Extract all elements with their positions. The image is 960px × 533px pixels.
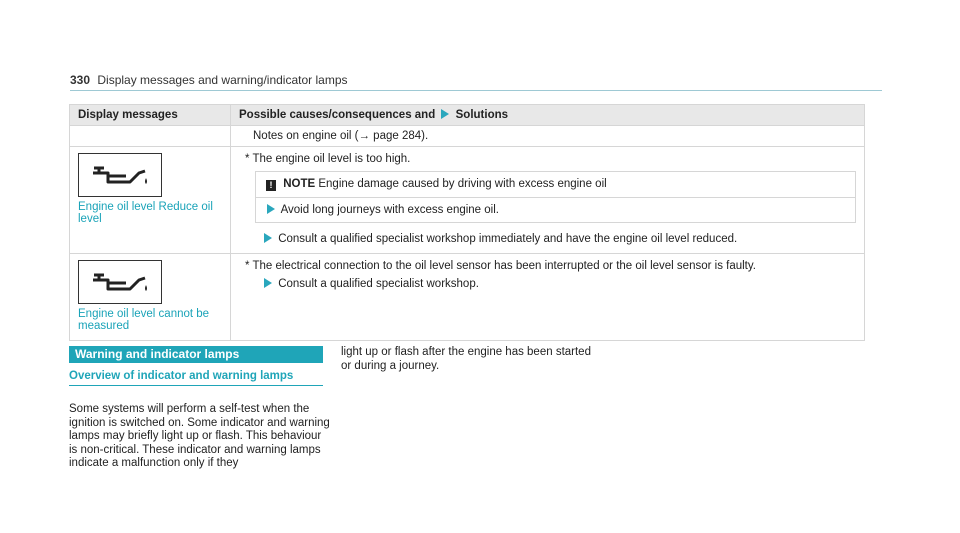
- col-header-causes: Possible causes/consequences and: [239, 109, 436, 121]
- warning-exclamation-icon: !: [266, 180, 276, 191]
- arrow-right-icon: [267, 204, 275, 214]
- cause-text: * The electrical connection to the oil level sensor has been interrupted or the oil level sensor is faulty.: [245, 260, 756, 272]
- message-engine-oil-cannot-measure: Engine oil level cannot be measured: [78, 308, 210, 332]
- action-line: [239, 278, 856, 290]
- causes-solutions-cell: [231, 147, 865, 254]
- subsection-title: Overview of indicator and warning lamps: [69, 370, 323, 386]
- page-header: [70, 73, 348, 87]
- display-messages-table: [69, 104, 865, 341]
- message-engine-oil-reduce: Engine oil level Reduce oil level: [78, 201, 213, 225]
- right-column-text: light up or flash after the engine has been started or during a journey.: [341, 346, 591, 372]
- arrow-right-icon: [264, 278, 272, 288]
- action-line: [239, 233, 856, 245]
- notes-empty-cell: [70, 126, 231, 147]
- cause-text: * The engine oil level is too high.: [245, 153, 411, 165]
- section-title: Warning and indicator lamps: [69, 346, 323, 363]
- engine-oil-can-icon: [78, 260, 162, 304]
- table-row-notes: [70, 126, 865, 147]
- table-row: [70, 147, 865, 254]
- arrow-right-icon: [441, 109, 449, 119]
- left-column-text: Some systems will perform a self-test when the ignition is switched on. Some indicator and warning lamps may briefly light up or flash. This behaviour is non-critical. These indicator and warning lamps indicate a malfunction only if they: [69, 403, 330, 469]
- col-header-display-messages: Display messages: [70, 105, 231, 126]
- action-text: Consult a qualified specialist workshop immediately and have the engine oil level reduced.: [278, 233, 738, 245]
- causes-solutions-cell: [231, 254, 865, 341]
- col-header-causes-solutions: [231, 105, 865, 126]
- arrow-right-icon: [264, 233, 272, 243]
- page-number: 330: [70, 73, 91, 87]
- page-header-title: Display messages and warning/indicator lamps: [97, 73, 348, 87]
- table-header-row: [70, 105, 865, 126]
- note-action-box: [255, 198, 856, 223]
- notes-engine-oil-link[interactable]: Notes on engine oil (→ page 284).: [231, 126, 865, 147]
- engine-oil-can-icon: [78, 153, 162, 197]
- col-header-solutions: Solutions: [455, 109, 509, 121]
- action-text: Consult a qualified specialist workshop.: [278, 278, 479, 290]
- display-message-cell: [70, 147, 231, 254]
- note-action-text: Avoid long journeys with excess engine oil.: [280, 204, 499, 216]
- header-divider: [70, 90, 882, 91]
- table-row: [70, 254, 865, 341]
- note-box: [255, 171, 856, 198]
- note-label: NOTE: [283, 178, 316, 190]
- note-block: [239, 171, 856, 223]
- display-message-cell: [70, 254, 231, 341]
- note-text: Engine damage caused by driving with excess engine oil: [318, 178, 607, 190]
